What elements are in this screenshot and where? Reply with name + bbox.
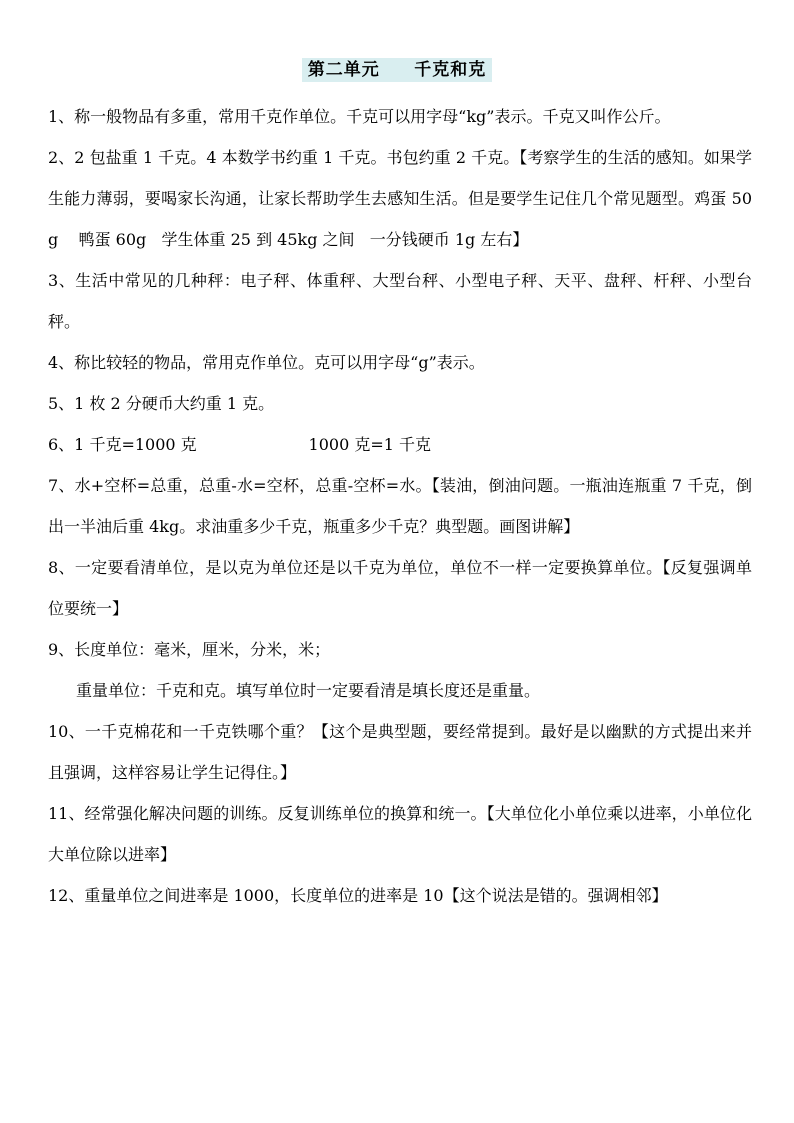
point-3: 3、生活中常见的几种秤：电子秤、体重秤、大型台秤、小型电子秤、天平、盘秤、杆秤、小型台秤。 (48, 271, 752, 331)
document-body (48, 96, 752, 916)
point-2: 2、2 包盐重 1 千克。4 本数学书约重 1 千克。书包约重 2 千克。【考察学生的生活的感知。如果学生能力薄弱，要喝家长沟通，让家长帮助学生去感知生活。但是要学生记住几个常见题型。鸡蛋 50g 鸭蛋 60g 学生体重 25 到 45kg 之间 一分钱硬币 1g 左右】 (48, 148, 752, 249)
point-8: 8、一定要看清单位，是以克为单位还是以千克为单位，单位不一样一定要换算单位。【反复强调单位要统一】 (48, 558, 752, 618)
page-title: 第二单元 千克和克 (302, 58, 493, 82)
title-container (0, 58, 794, 82)
point-10: 10、一千克棉花和一千克铁哪个重？【这个是典型题，要经常提到。最好是以幽默的方式提出来并且强调，这样容易让学生记得住。】 (48, 722, 752, 782)
point-9: 9、长度单位：毫米，厘米，分米，米； (48, 640, 331, 659)
point-1: 1、称一般物品有多重，常用千克作单位。千克可以用字母“kg”表示。千克又叫作公斤。 (48, 107, 671, 126)
point-7: 7、水+空杯=总重，总重-水=空杯，总重-空杯=水。【装油，倒油问题。一瓶油连瓶重 7 千克，倒出一半油后重 4kg。求油重多少千克，瓶重多少千克？典型题。画图讲解】 (48, 476, 752, 536)
point-11: 11、经常强化解决问题的训练。反复训练单位的换算和统一。【大单位化小单位乘以进率，小单位化大单位除以进率】 (48, 804, 752, 864)
point-9-continuation: 重量单位：千克和克。填写单位时一定要看清是填长度还是重量。 (76, 681, 541, 700)
point-4: 4、称比较轻的物品，常用克作单位。克可以用字母“g”表示。 (48, 353, 485, 372)
point-6: 6、1 千克=1000 克 1000 克=1 千克 (48, 435, 432, 454)
point-12: 12、重量单位之间进率是 1000，长度单位的进率是 10【这个说法是错的。强调相邻】 (48, 886, 668, 905)
point-5: 5、1 枚 2 分硬币大约重 1 克。 (48, 394, 275, 413)
